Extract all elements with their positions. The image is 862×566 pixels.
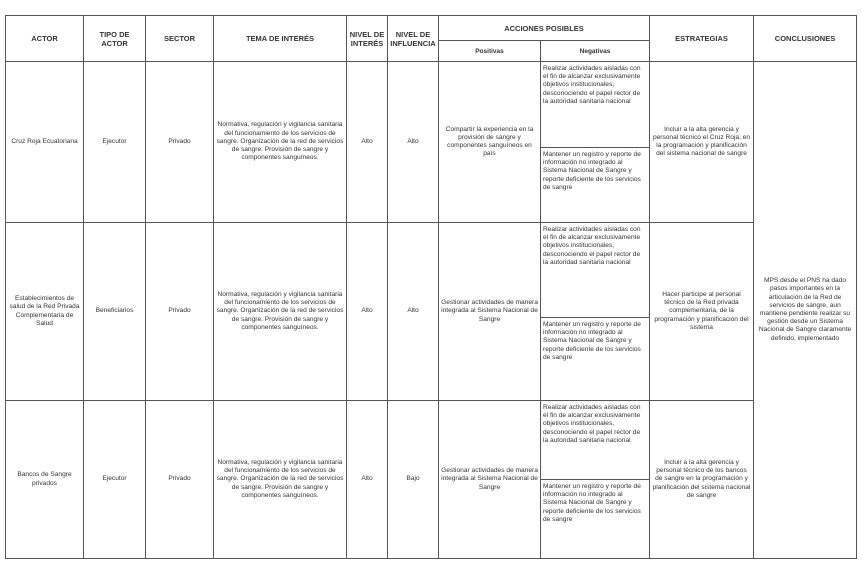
header-tipo-actor: TIPO DE ACTOR: [84, 16, 146, 62]
nivel-influencia-cell: Alto: [388, 223, 439, 401]
nivel-interes-cell: Alto: [347, 223, 388, 401]
sector-cell: Privado: [146, 401, 214, 559]
tipo-actor-cell: Ejecutor: [84, 62, 146, 223]
header-tema-interes: TEMA DE INTERÉS: [214, 16, 347, 62]
acciones-negativas-cell: Mantener un registro y reporte de información no integrado al Sistema Nacional de Sangre y reporte deficiente de los servicios de sangre: [541, 148, 650, 223]
estrategias-cell: Hacer participe al personal técnico de la Red privada complementaria, de la programación y planificación del sistema: [650, 223, 754, 401]
acciones-positivas-cell: Gestionar actividades de manera integrada al Sistema Nacional de Sangre: [439, 401, 541, 559]
header-acciones-posibles: ACCIONES POSIBLES: [439, 16, 650, 41]
table-row: [6, 401, 857, 480]
sector-cell: Privado: [146, 223, 214, 401]
nivel-influencia-cell: Bajo: [388, 401, 439, 559]
conclusiones-cell: MPS desde el PNS ha dado pasos importantes en la articulación de la Red de servicios de sangre, aun mantiene pendiente realizar su gestión desde un Sistema Nacional de Sangre claramente definido, implementado: [754, 62, 857, 559]
actor-cell: Cruz Roja Ecuatoriana: [6, 62, 84, 223]
nivel-interes-cell: Alto: [347, 401, 388, 559]
nivel-influencia-cell: Alto: [388, 62, 439, 223]
acciones-positivas-cell: Compartir la experiencia en la provisión de sangre y componentes sanguíneos en país: [439, 62, 541, 223]
header-negativas: Negativas: [541, 41, 650, 62]
acciones-negativas-cell: Realizar actividades aisladas con el fin de alcanzar exclusivamente objetivos institucionales, desconociendo el papel rector de la autoridad sanitaria nacional: [541, 401, 650, 480]
tema-interes-cell: Normativa, regulación y vigilancia sanitaria del funcionamiento de los servicios de sangre. Organización de la red de servicios de sangre. Provisión de sangre y componentes sanguíneos.: [214, 401, 347, 559]
acciones-positivas-cell: Gestionar actividades de manera integrada al Sistema Nacional de Sangre: [439, 223, 541, 401]
acciones-negativas-cell: Mantener un registro y reporte de información no integrado al Sistema Nacional de Sangre y reporte deficiente de los servicios de sangre: [541, 318, 650, 401]
header-nivel-influencia: NIVEL DE INFLUENCIA: [388, 16, 439, 62]
sector-cell: Privado: [146, 62, 214, 223]
nivel-interes-cell: Alto: [347, 62, 388, 223]
acciones-negativas-cell: Realizar actividades aisladas con el fin de alcanzar exclusivamente objetivos institucionales, desconociendo el papel rector de la autoridad sanitaria nacional: [541, 223, 650, 318]
acciones-negativas-cell: Mantener un registro y reporte de información no integrado al Sistema Nacional de Sangre y reporte deficiente de los servicios de sangre: [541, 480, 650, 559]
acciones-negativas-cell: Realizar actividades aisladas con el fin de alcanzar exclusivamente objetivos institucionales, desconociendo el papel rector de la autoridad sanitaria nacional: [541, 62, 650, 148]
actor-cell: Establecimientos de salud de la Red Privada Complementaria de Salud: [6, 223, 84, 401]
tipo-actor-cell: Beneficiarios: [84, 223, 146, 401]
header-sector: SECTOR: [146, 16, 214, 62]
header-actor: ACTOR: [6, 16, 84, 62]
header-positivas: Positivas: [439, 41, 541, 62]
tema-interes-cell: Normativa, regulación y vigilancia sanitaria del funcionamiento de los servicios de sangre. Organización de la red de servicios de sangre. Provisión de sangre y componentes sanguíneos.: [214, 223, 347, 401]
actor-cell: Bancos de Sangre privados: [6, 401, 84, 559]
estrategias-cell: Incluir a la alta gerencia y personal técnico de los bancos de sangre en la programación y planificación del sistema nacional de sangre: [650, 401, 754, 559]
tipo-actor-cell: Ejecutor: [84, 401, 146, 559]
estrategias-cell: Incluir a la alta gerencia y personal técnico el Cruz Roja, en la programación y planificación del sistema nacional de sangre: [650, 62, 754, 223]
header-estrategias: ESTRATEGIAS: [650, 16, 754, 62]
tema-interes-cell: Normativa, regulación y vigilancia sanitaria del funcionamiento de los servicios de sangre. Organización de la red de servicios de sangre. Provisión de sangre y componentes sanguíneos.: [214, 62, 347, 223]
header-nivel-interes: NIVEL DE INTERÉS: [347, 16, 388, 62]
stakeholder-analysis-table: [5, 15, 857, 559]
header-conclusiones: CONCLUSIONES: [754, 16, 857, 62]
table-row: [6, 223, 857, 318]
table-row: [6, 62, 857, 148]
